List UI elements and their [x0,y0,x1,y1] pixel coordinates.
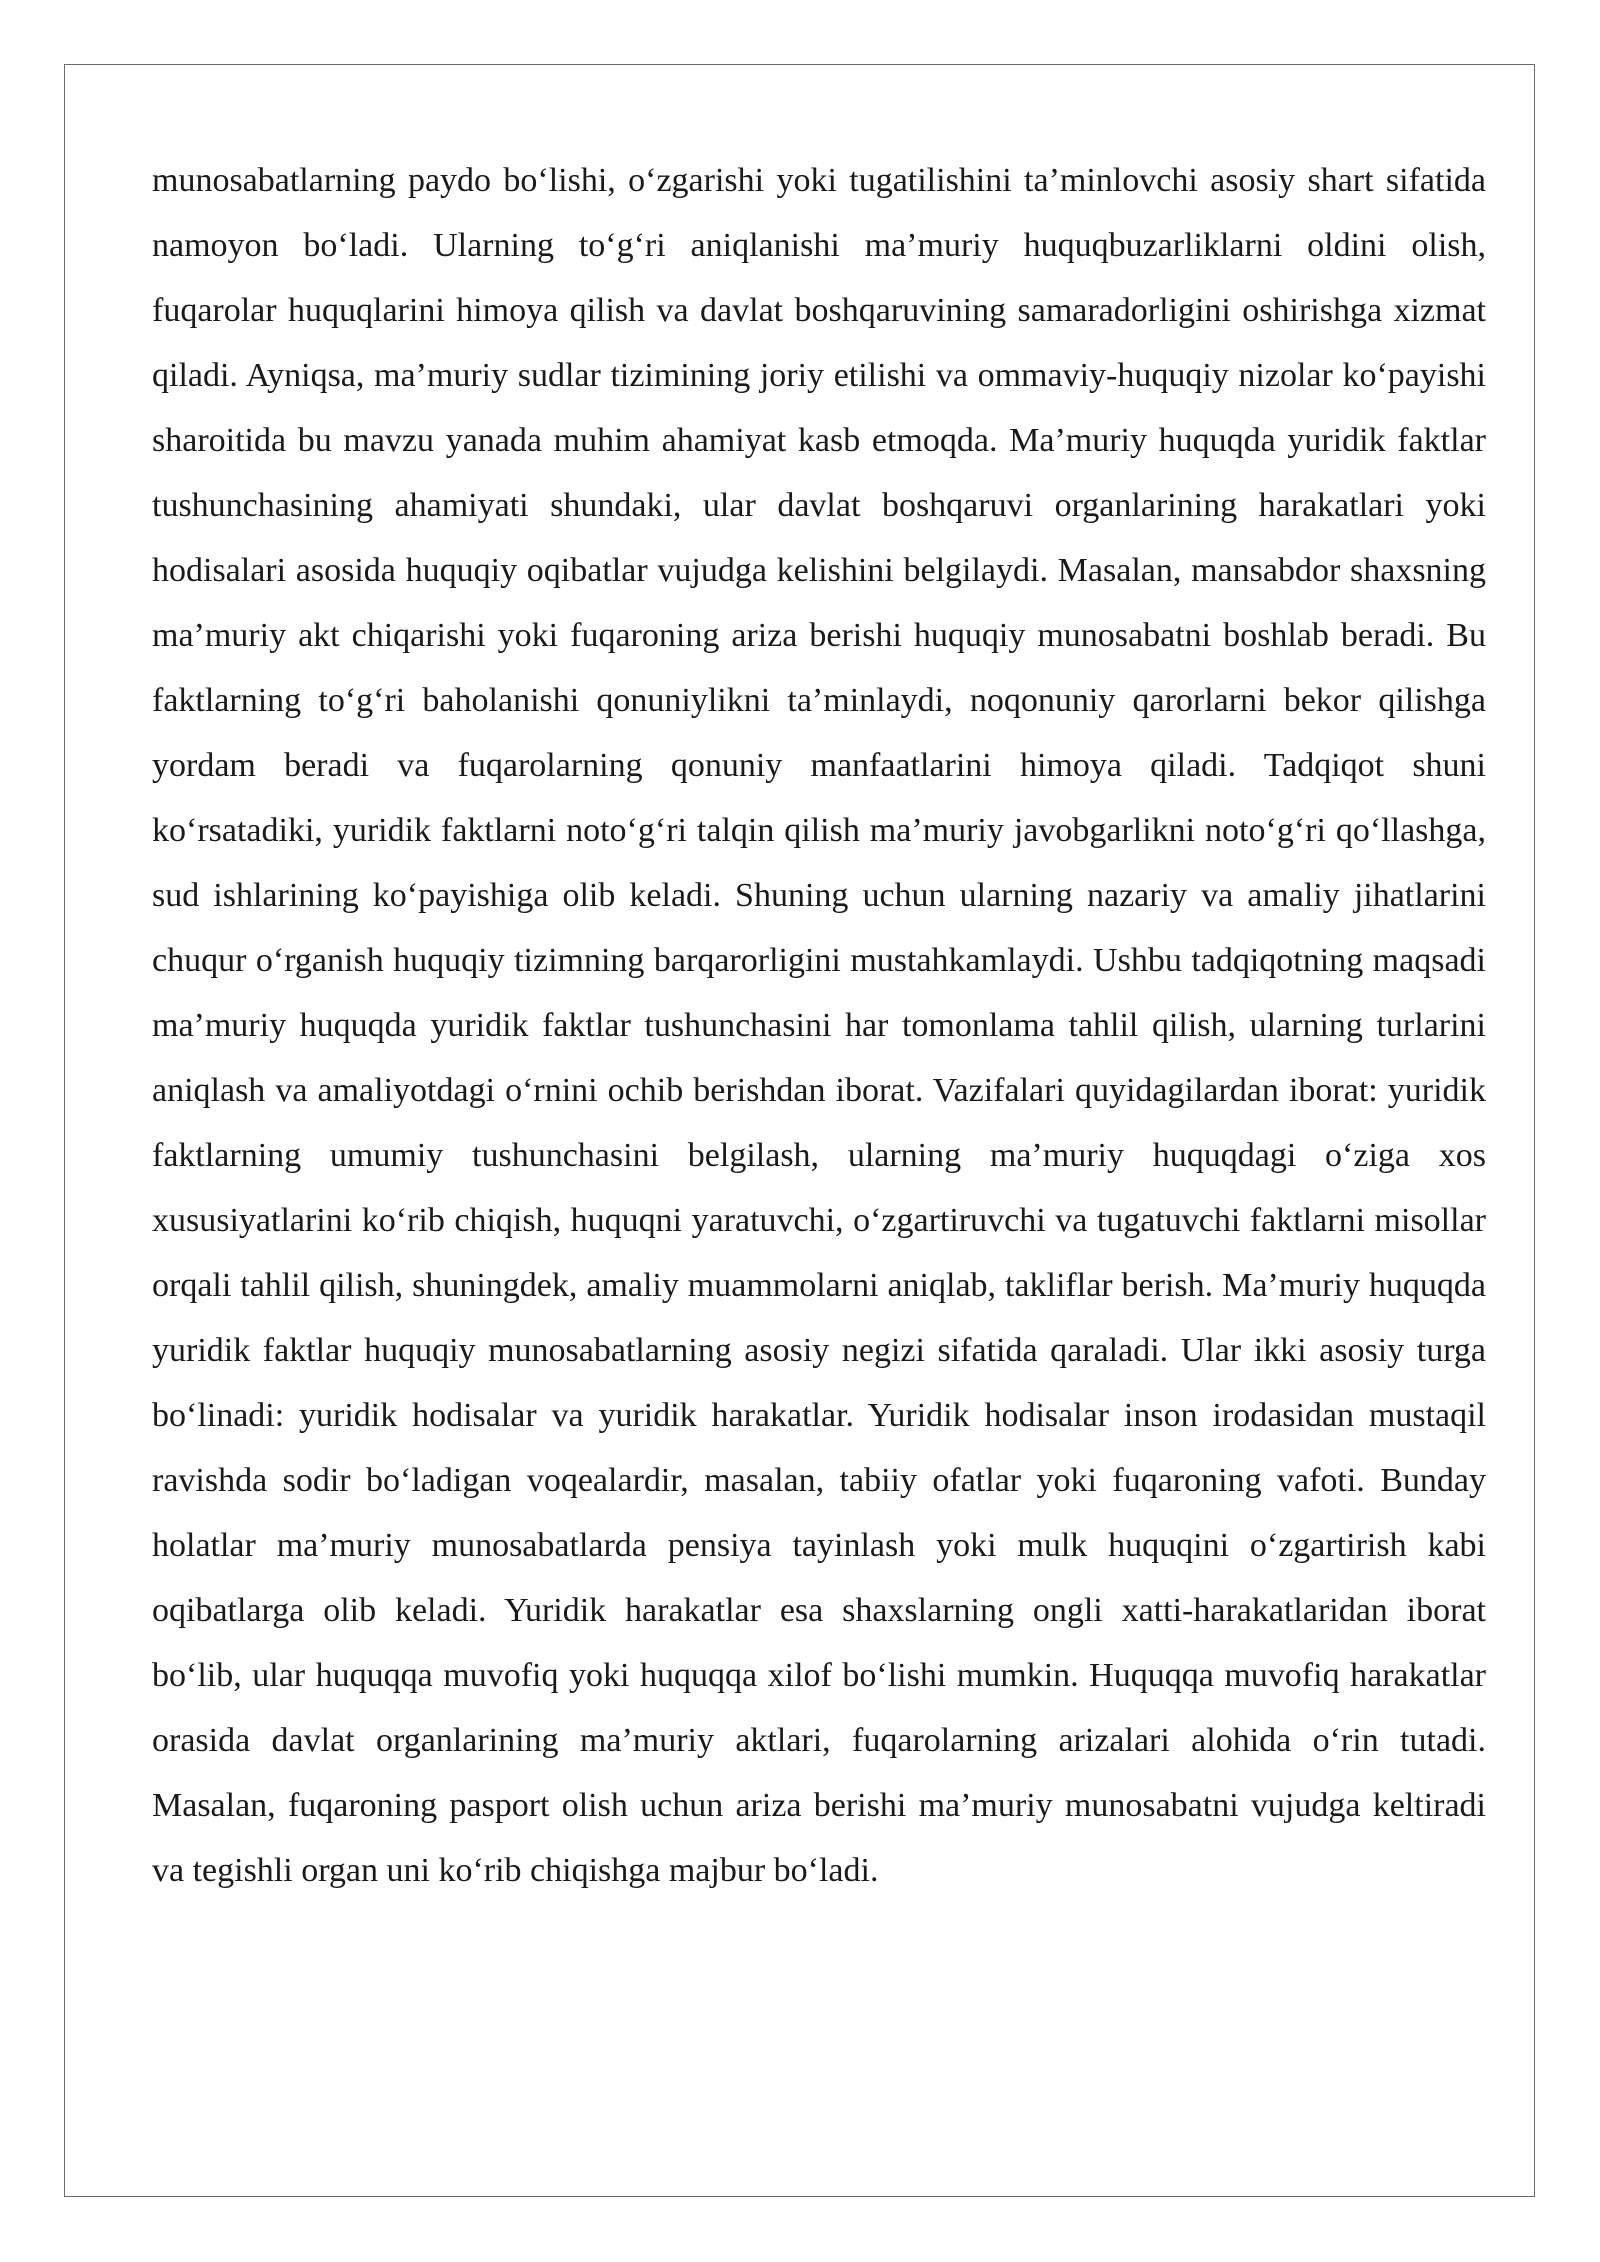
body-paragraph: munosabatlarning paydo bo‘lishi, o‘zgarishi yoki tugatilishini ta’minlovchi asosiy shart sifatida namoyon bo‘ladi. Ularning to‘g‘ri aniqlanishi ma’muriy huquqbuzarliklarni oldini olish, fuqarolar huquqlarini himoya qilish va davlat boshqaruvining samaradorligini oshirishga xizmat qiladi. Ayniqsa, ma’muriy sudlar tizimining joriy etilishi va ommaviy-huquqiy nizolar ko‘payishi sharoitida bu mavzu yanada muhim ahamiyat kasb etmoqda. Ma’muriy huquqda yuridik faktlar tushunchasining ahamiyati shundaki, ular davlat boshqaruvi organlarining harakatlari yoki hodisalari asosida huquqiy oqibatlar vujudga kelishini belgilaydi. Masalan, mansabdor shaxsning ma’muriy akt chiqarishi yoki fuqaroning ariza berishi huquqiy munosabatni boshlab beradi. Bu faktlarning to‘g‘ri baholanishi qonuniylikni ta’minlaydi, noqonuniy qarorlarni bekor qilishga yordam beradi va fuqarolarning qonuniy manfaatlarini himoya qiladi. Tadqiqot shuni ko‘rsatadiki, yuridik faktlarni noto‘g‘ri talqin qilish ma’muriy javobgarlikni noto‘g‘ri qo‘llashga, sud ishlarining ko‘payishiga olib keladi. Shuning uchun ularning nazariy va amaliy jihatlarini chuqur o‘rganish huquqiy tizimning barqarorligini mustahkamlaydi. Ushbu tadqiqotning maqsadi ma’muriy huquqda yuridik faktlar tushunchasini har tomonlama tahlil qilish, ularning turlarini aniqlash va amaliyotdagi o‘rnini ochib berishdan iborat. Vazifalari quyidagilardan iborat: yuridik faktlarning umumiy tushunchasini belgilash, ularning ma’muriy huquqdagi o‘ziga xos xususiyatlarini ko‘rib chiqish, huquqni yaratuvchi, o‘zgartiruvchi va tugatuvchi faktlarni misollar orqali tahlil qilish, shuningdek, amaliy muammolarni aniqlab, takliflar berish. Ma’muriy huquqda yuridik faktlar huquqiy munosabatlarning asosiy negizi sifatida qaraladi. Ular ikki asosiy turga bo‘linadi: yuridik hodisalar va yuridik harakatlar. Yuridik hodisalar inson irodasidan mustaqil ravishda sodir bo‘ladigan voqealardir, masalan, tabiiy ofatlar yoki fuqaroning vafoti. Bunday holatlar ma’muriy munosabatlarda pensiya tayinlash yoki mulk huquqini o‘zgartirish kabi oqibatlarga olib keladi. Yuridik harakatlar esa shaxslarning ongli xatti-harakatlaridan iborat bo‘lib, ular huquqqa muvofiq yoki huquqqa xilof bo‘lishi mumkin. Huquqqa muvofiq harakatlar orasida davlat organlarining ma’muriy aktlari, fuqarolarning arizalari alohida o‘rin tutadi. Masalan, fuqaroning pasport olish uchun ariza berishi ma’muriy munosabatni vujudga keltiradi va tegishli organ uni ko‘rib chiqishga majbur bo‘ladi. [152,162,1486,1889]
